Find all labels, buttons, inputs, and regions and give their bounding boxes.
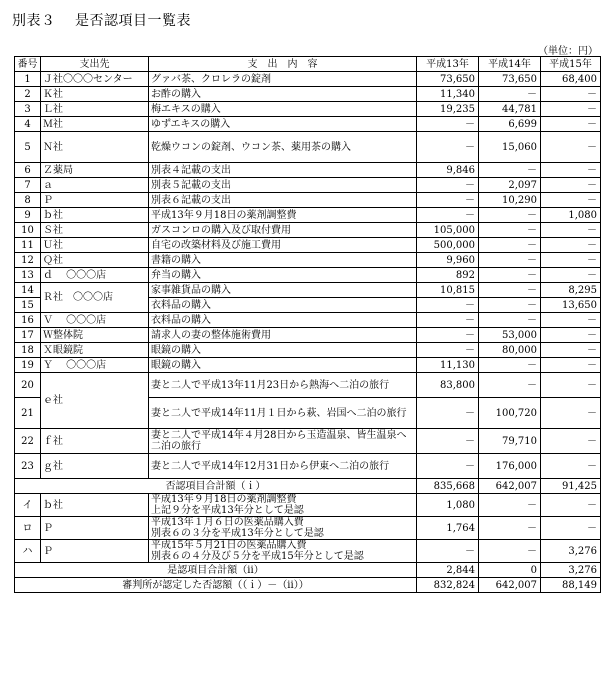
row-content: 妻と二人で平成14年11月１日から萩、岩国へ二泊の旅行 <box>149 398 417 429</box>
row-h15: － <box>541 178 601 193</box>
row-h15: － <box>541 373 601 398</box>
row-content: 平成13年９月18日の薬剤調整費 <box>149 208 417 223</box>
row-h13: 11,340 <box>417 87 479 102</box>
row-number: 1 <box>15 72 41 87</box>
row-payee: Ｋ社 <box>41 87 149 102</box>
approved-row-number: ハ <box>15 540 41 563</box>
row-h15: － <box>541 102 601 117</box>
approved-row-payee: ｂ社 <box>41 494 149 517</box>
total-row-h14: 642,007 <box>479 578 541 593</box>
row-h15: 8,295 <box>541 283 601 298</box>
table-row <box>15 132 601 163</box>
row-payee: ａ <box>41 178 149 193</box>
row-number: 19 <box>15 358 41 373</box>
row-h14: 80,000 <box>479 343 541 358</box>
row-number: 23 <box>15 454 41 479</box>
row-h13: 9,846 <box>417 163 479 178</box>
row-payee: ｂ社 <box>41 208 149 223</box>
row-h14: － <box>479 358 541 373</box>
row-content: 弁当の購入 <box>149 268 417 283</box>
row-h15: － <box>541 328 601 343</box>
row-h14: － <box>479 253 541 268</box>
row-payee: ｆ社 <box>41 429 149 454</box>
row-h15: － <box>541 358 601 373</box>
row-number: 13 <box>15 268 41 283</box>
row-h14: － <box>479 298 541 313</box>
row-payee: Ｕ社 <box>41 238 149 253</box>
approved-subtotal-row-h14: 0 <box>479 563 541 578</box>
row-h13: － <box>417 298 479 313</box>
row-h13: 73,650 <box>417 72 479 87</box>
row-h14: － <box>479 163 541 178</box>
row-content: 別表４記載の支出 <box>149 163 417 178</box>
row-h15: － <box>541 454 601 479</box>
row-content: 別表５記載の支出 <box>149 178 417 193</box>
total-row-h13: 832,824 <box>417 578 479 593</box>
approved-subtotal-row <box>15 563 601 578</box>
denied-subtotal-row <box>15 479 601 494</box>
row-payee: Ｊ社〇〇〇センター <box>41 72 149 87</box>
row-h14: － <box>479 283 541 298</box>
row-h13: 500,000 <box>417 238 479 253</box>
row-content: 書籍の購入 <box>149 253 417 268</box>
denied-subtotal-row-label: 否認項目合計額（ｉ） <box>15 479 417 494</box>
row-h15: 68,400 <box>541 72 601 87</box>
table-row <box>15 163 601 178</box>
table-row <box>15 313 601 328</box>
table-row <box>15 328 601 343</box>
row-number: 21 <box>15 398 41 429</box>
table-row <box>15 102 601 117</box>
row-h13: － <box>417 117 479 132</box>
row-h15: － <box>541 268 601 283</box>
row-payee: Ｖ 〇〇〇店 <box>41 313 149 328</box>
approved-subtotal-row-label: 是認項目合計額（ii） <box>15 563 417 578</box>
approved-row-h14: － <box>479 517 541 540</box>
row-h13: － <box>417 132 479 163</box>
row-number: 18 <box>15 343 41 358</box>
approved-row-h13: 1,764 <box>417 517 479 540</box>
approved-row-payee: Ｐ <box>41 540 149 563</box>
row-number: 20 <box>15 373 41 398</box>
row-h14: 6,699 <box>479 117 541 132</box>
row-h14: 79,710 <box>479 429 541 454</box>
header-h15: 平成15年 <box>541 57 601 72</box>
row-content: ゆずエキスの購入 <box>149 117 417 132</box>
row-h13: － <box>417 429 479 454</box>
row-payee: Ｐ <box>41 193 149 208</box>
row-content: お酢の購入 <box>149 87 417 102</box>
row-h13: 11,130 <box>417 358 479 373</box>
header-payee: 支出先 <box>41 57 149 72</box>
table-row <box>15 238 601 253</box>
table-row <box>15 268 601 283</box>
row-number: 4 <box>15 117 41 132</box>
row-h14: 176,000 <box>479 454 541 479</box>
row-h13: 9,960 <box>417 253 479 268</box>
row-h14: 44,781 <box>479 102 541 117</box>
row-payee: Ｗ整体院 <box>41 328 149 343</box>
row-content: 梅エキスの購入 <box>149 102 417 117</box>
row-h13: － <box>417 454 479 479</box>
denied-items-table <box>14 56 601 593</box>
denied-subtotal-row-h14: 642,007 <box>479 479 541 494</box>
page-title: 別表３ 是否認項目一覧表 <box>12 13 191 29</box>
row-number: 12 <box>15 253 41 268</box>
table-row <box>15 117 601 132</box>
row-content: 妻と二人で平成13年11月23日から熱海へ二泊の旅行 <box>149 373 417 398</box>
row-h14: － <box>479 208 541 223</box>
row-h13: － <box>417 343 479 358</box>
row-h15: － <box>541 253 601 268</box>
row-number: 14 <box>15 283 41 298</box>
row-h15: － <box>541 193 601 208</box>
row-number: 9 <box>15 208 41 223</box>
approved-row-h14: － <box>479 540 541 563</box>
total-row <box>15 578 601 593</box>
approved-row-h15: － <box>541 517 601 540</box>
approved-row-h13: 1,080 <box>417 494 479 517</box>
row-number: 15 <box>15 298 41 313</box>
row-h14: 73,650 <box>479 72 541 87</box>
row-h15: － <box>541 398 601 429</box>
row-h13: 892 <box>417 268 479 283</box>
approved-row-payee: Ｐ <box>41 517 149 540</box>
row-h14: 2,097 <box>479 178 541 193</box>
row-number: 8 <box>15 193 41 208</box>
row-h13: 10,815 <box>417 283 479 298</box>
row-h15: － <box>541 132 601 163</box>
row-number: 22 <box>15 429 41 454</box>
row-content: 衣料品の購入 <box>149 313 417 328</box>
row-h15: － <box>541 223 601 238</box>
row-h14: 100,720 <box>479 398 541 429</box>
table-row <box>15 87 601 102</box>
row-h14: 15,060 <box>479 132 541 163</box>
row-number: 5 <box>15 132 41 163</box>
row-content: 妻と二人で平成14年12月31日から伊東へ二泊の旅行 <box>149 454 417 479</box>
row-h15: － <box>541 87 601 102</box>
row-payee: Ｑ社 <box>41 253 149 268</box>
row-payee: ｄ 〇〇〇店 <box>41 268 149 283</box>
row-payee: Ｎ社 <box>41 132 149 163</box>
row-h14: － <box>479 373 541 398</box>
row-number: 11 <box>15 238 41 253</box>
table-row <box>15 72 601 87</box>
approved-row-content: 平成13年９月18日の薬剤調整費 上記９分を平成13年分として是認 <box>149 494 417 517</box>
header-no: 番号 <box>15 57 41 72</box>
header-content: 支 出 内 容 <box>149 57 417 72</box>
approved-row-h13: － <box>417 540 479 563</box>
row-payee: Ｓ社 <box>41 223 149 238</box>
unit-label: （単位：円） <box>538 46 598 57</box>
approved-subtotal-row-h13: 2,844 <box>417 563 479 578</box>
row-content: 眼鏡の購入 <box>149 343 417 358</box>
row-content: ガスコンロの購入及び取付費用 <box>149 223 417 238</box>
table-row <box>15 178 601 193</box>
row-h14: － <box>479 223 541 238</box>
row-h14: 10,290 <box>479 193 541 208</box>
row-h14: － <box>479 87 541 102</box>
total-row-h15: 88,149 <box>541 578 601 593</box>
approved-row-h15: － <box>541 494 601 517</box>
row-h15: － <box>541 163 601 178</box>
row-h13: 105,000 <box>417 223 479 238</box>
row-content: 家事雑貨品の購入 <box>149 283 417 298</box>
header-h13: 平成13年 <box>417 57 479 72</box>
row-h15: － <box>541 117 601 132</box>
row-h14: － <box>479 313 541 328</box>
row-h13: － <box>417 178 479 193</box>
table-row <box>15 343 601 358</box>
approved-subtotal-row-h15: 3,276 <box>541 563 601 578</box>
row-content: 衣料品の購入 <box>149 298 417 313</box>
table-row <box>15 283 601 298</box>
row-payee: Ｙ 〇〇〇店 <box>41 358 149 373</box>
row-number: 6 <box>15 163 41 178</box>
row-h15: － <box>541 429 601 454</box>
row-h13: 19,235 <box>417 102 479 117</box>
table-row <box>15 454 601 479</box>
row-payee: Ｌ社 <box>41 102 149 117</box>
row-h15: － <box>541 238 601 253</box>
approved-row-number: イ <box>15 494 41 517</box>
row-h14: － <box>479 238 541 253</box>
row-h13: － <box>417 398 479 429</box>
row-h13: － <box>417 313 479 328</box>
row-h15: 1,080 <box>541 208 601 223</box>
approved-row-h14: － <box>479 494 541 517</box>
table-row <box>15 223 601 238</box>
row-content: 乾燥ウコンの錠剤、ウコン茶、薬用茶の購入 <box>149 132 417 163</box>
row-number: 7 <box>15 178 41 193</box>
table-row <box>15 358 601 373</box>
approved-row <box>15 540 601 563</box>
row-h15: 13,650 <box>541 298 601 313</box>
denied-subtotal-row-h15: 91,425 <box>541 479 601 494</box>
row-h14: 53,000 <box>479 328 541 343</box>
table-row <box>15 193 601 208</box>
row-h15: － <box>541 343 601 358</box>
row-number: 10 <box>15 223 41 238</box>
table-row <box>15 429 601 454</box>
row-content: 別表６記載の支出 <box>149 193 417 208</box>
approved-row <box>15 494 601 517</box>
row-content: 自宅の改築材料及び施工費用 <box>149 238 417 253</box>
row-h13: － <box>417 208 479 223</box>
header-h14: 平成14年 <box>479 57 541 72</box>
denied-subtotal-row-h13: 835,668 <box>417 479 479 494</box>
row-payee: Ｒ社 〇〇〇店 <box>41 283 149 313</box>
row-h13: 83,800 <box>417 373 479 398</box>
row-number: 17 <box>15 328 41 343</box>
approved-row-h15: 3,276 <box>541 540 601 563</box>
row-content: 眼鏡の購入 <box>149 358 417 373</box>
table-row <box>15 253 601 268</box>
total-row-label: 審判所が認定した否認額（（ｉ）－（ii）） <box>15 578 417 593</box>
row-h14: － <box>479 268 541 283</box>
header-row <box>15 57 601 72</box>
approved-row-content: 平成13年１月６日の医薬品購入費 別表６の３分を平成13年分として是認 <box>149 517 417 540</box>
row-h15: － <box>541 313 601 328</box>
row-payee: Ｍ社 <box>41 117 149 132</box>
row-number: 2 <box>15 87 41 102</box>
row-number: 16 <box>15 313 41 328</box>
row-content: 妻と二人で平成14年４月28日から玉造温泉、皆生温泉へ二泊の旅行 <box>149 429 417 454</box>
table-row <box>15 208 601 223</box>
row-payee: ｅ社 <box>41 373 149 429</box>
row-payee: Ｚ薬局 <box>41 163 149 178</box>
row-number: 3 <box>15 102 41 117</box>
approved-row-content: 平成15年５月21日の医薬品購入費 別表６の４分及び５分を平成15年分として是認 <box>149 540 417 563</box>
row-content: グァバ茶、クロレラの錠剤 <box>149 72 417 87</box>
approved-row <box>15 517 601 540</box>
row-h13: － <box>417 193 479 208</box>
row-content: 請求人の妻の整体施術費用 <box>149 328 417 343</box>
approved-row-number: ロ <box>15 517 41 540</box>
row-h13: － <box>417 328 479 343</box>
row-payee: Ｘ眼鏡院 <box>41 343 149 358</box>
table-row <box>15 373 601 398</box>
row-payee: ｇ社 <box>41 454 149 479</box>
